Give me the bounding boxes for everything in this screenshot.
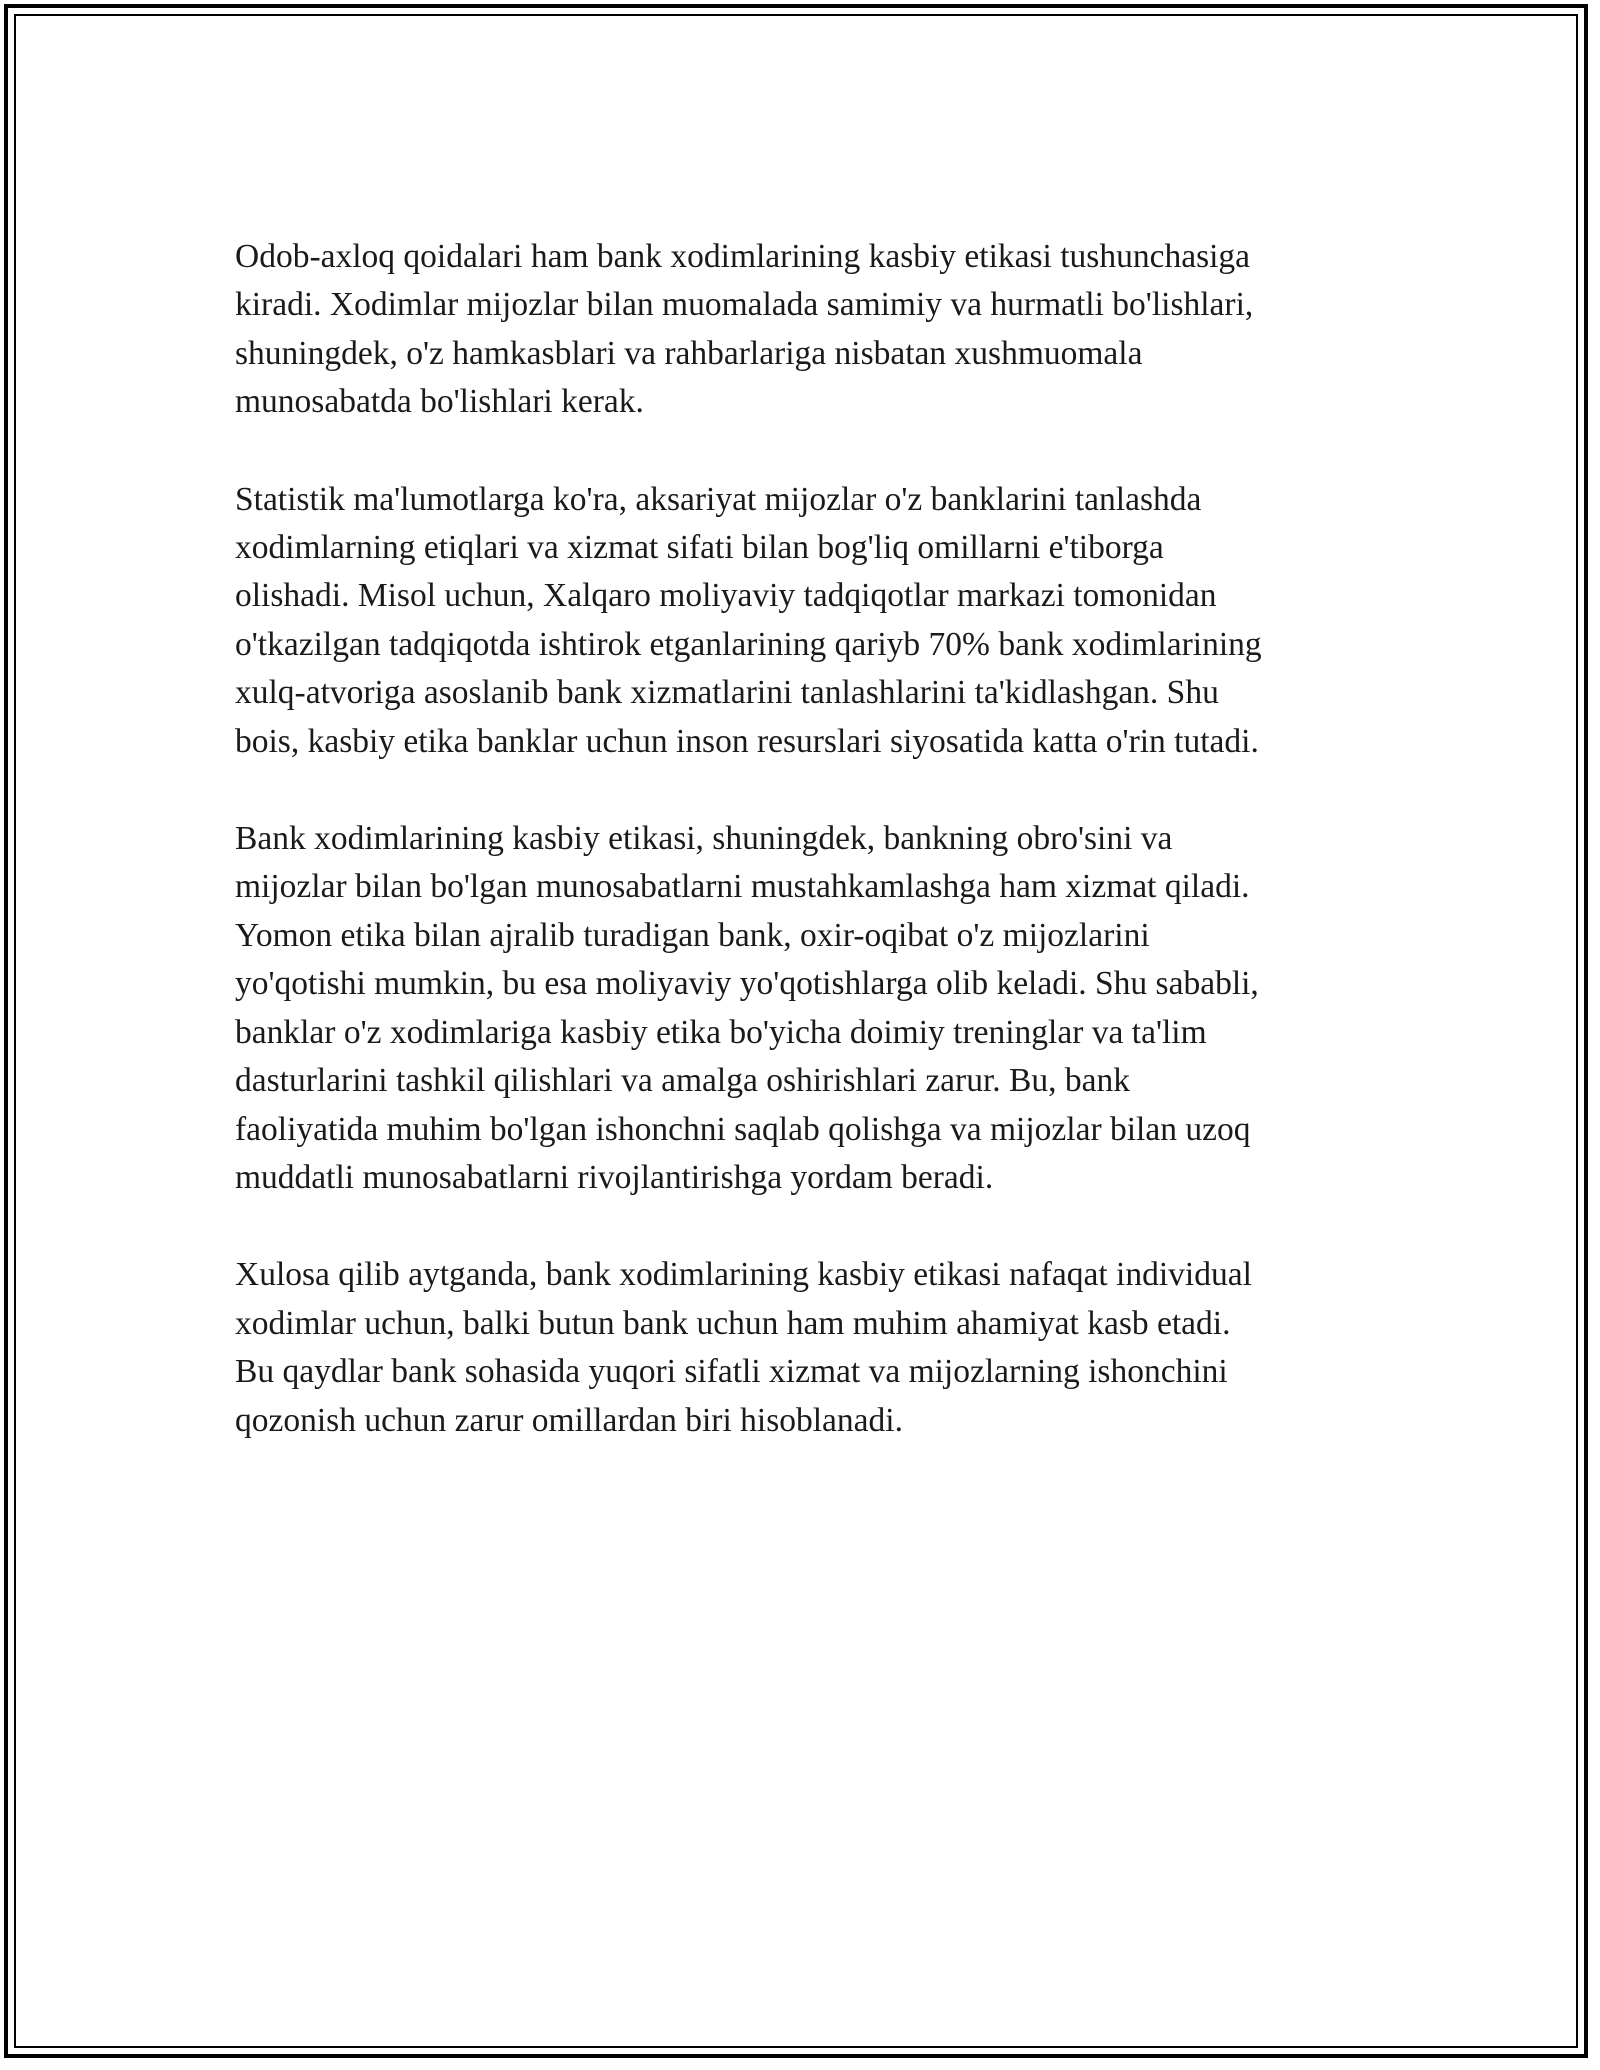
text-line: Bu qaydlar bank sohasida yuqori sifatli xizmat va mijozlarning ishonchini [235, 1353, 1228, 1391]
text-line: Bank xodimlarining kasbiy etikasi, shuningdek, bankning obro'sini va [235, 820, 1173, 858]
text-line: dasturlarini tashkil qilishlari va amalga oshirishlari zarur. Bu, bank [235, 1062, 1130, 1100]
text-line: xulq-atvoriga asoslanib bank xizmatlarini tanlashlarini ta'kidlashgan. Shu [235, 674, 1219, 712]
text-line: Xulosa qilib aytganda, bank xodimlarining kasbiy etikasi nafaqat individual [235, 1256, 1252, 1294]
text-line: xodimlarning etiqlari va xizmat sifati bilan bog'liq omillarni e'tiborga [235, 529, 1164, 567]
paragraph-etiquette [235, 233, 1365, 427]
paragraph-reputation [235, 815, 1365, 1202]
text-line: qozonish uchun zarur omillardan biri hisoblanadi. [235, 1401, 903, 1439]
text-line: yo'qotishi mumkin, bu esa moliyaviy yo'qotishlarga olib keladi. Shu sababli, [235, 965, 1259, 1003]
text-line: o'tkazilgan tadqiqotda ishtirok etganlarining qariyb 70% bank xodimlarining [235, 625, 1262, 663]
text-line: banklar o'z xodimlariga kasbiy etika bo'yicha doimiy treninglar va ta'lim [235, 1013, 1207, 1051]
text-line: kiradi. Xodimlar mijozlar bilan muomalada samimiy va hurmatli bo'lishlari, [235, 286, 1254, 324]
text-line: olishadi. Misol uchun, Xalqaro moliyaviy tadqiqotlar markazi tomonidan [235, 577, 1217, 615]
text-line: munosabatda bo'lishlari kerak. [235, 383, 644, 421]
text-line: bois, kasbiy etika banklar uchun inson resurslari siyosatida katta o'rin tutadi. [235, 722, 1259, 760]
text-line: mijozlar bilan bo'lgan munosabatlarni mustahkamlashga ham xizmat qiladi. [235, 868, 1250, 906]
text-line: xodimlar uchun, balki butun bank uchun ham muhim ahamiyat kasb etadi. [235, 1304, 1231, 1342]
paragraph-conclusion [235, 1251, 1365, 1445]
text-line: faoliyatida muhim bo'lgan ishonchni saqlab qolishga va mijozlar bilan uzoq [235, 1110, 1251, 1148]
text-line: Statistik ma'lumotlarga ko'ra, aksariyat mijozlar o'z banklarini tanlashda [235, 480, 1202, 518]
text-line: Odob-axloq qoidalari ham bank xodimlarining kasbiy etikasi tushunchasiga [235, 238, 1251, 275]
paragraph-statistics [235, 476, 1365, 766]
text-line: shuningdek, o'z hamkasblari va rahbarlariga nisbatan xushmuomala [235, 334, 1143, 372]
document-body [235, 233, 1365, 1494]
text-line: muddatli munosabatlarni rivojlantirishga yordam beradi. [235, 1158, 994, 1196]
text-line: Yomon etika bilan ajralib turadigan bank, oxir-oqibat o'z mijozlarini [235, 916, 1150, 954]
